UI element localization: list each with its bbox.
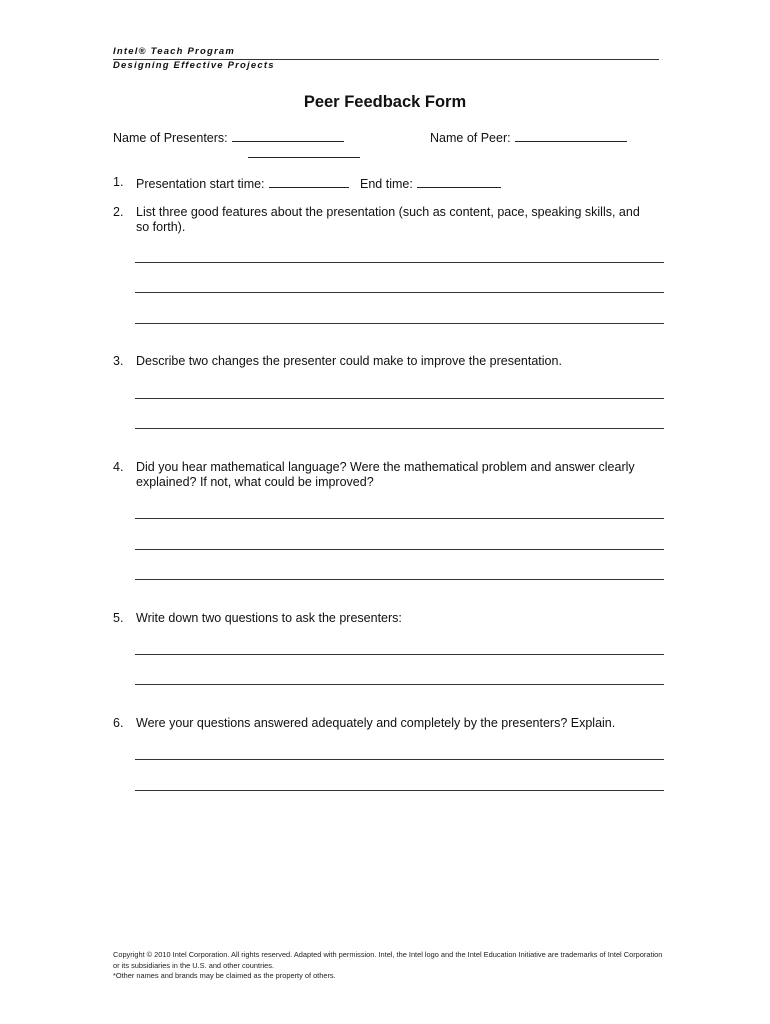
q2-line1: List three good features about the presentation (such as content, pace, speaking skills, and	[136, 205, 640, 219]
presenters-field[interactable]	[232, 129, 344, 142]
presenters-label: Name of Presenters:	[113, 131, 228, 145]
q5-answer-line-1[interactable]	[135, 654, 664, 655]
program-name: Intel® Teach Program	[113, 46, 235, 57]
q6-number: 6.	[113, 716, 124, 730]
page-header	[113, 46, 659, 60]
q2-answer-line-2[interactable]	[135, 292, 664, 293]
q6-answer-line-2[interactable]	[135, 790, 664, 791]
q6-text: Were your questions answered adequately and completely by the presenters? Explain.	[136, 716, 616, 730]
q1-row	[136, 175, 501, 192]
q1-start-label: Presentation start time:	[136, 177, 265, 191]
course-name: Designing Effective Projects	[113, 60, 275, 71]
q2-answer-line-3[interactable]	[135, 323, 664, 324]
footer-line-1: Copyright © 2010 Intel Corporation. All rights reserved. Adapted with permission. Intel, the Intel logo and the Intel Education Initiative are trademarks of Intel Corporation	[113, 950, 663, 959]
q2-number: 2.	[113, 205, 124, 219]
footer-line-3: *Other names and brands may be claimed as the property of others.	[113, 971, 336, 980]
q3-text: Describe two changes the presenter could make to improve the presentation.	[136, 354, 562, 368]
q4-answer-line-1[interactable]	[135, 518, 664, 519]
q4-answer-line-2[interactable]	[135, 549, 664, 550]
q2-text	[136, 205, 656, 235]
q4-answer-line-3[interactable]	[135, 579, 664, 580]
q2-line2: so forth).	[136, 220, 186, 234]
start-time-field[interactable]	[269, 175, 349, 188]
q5-answer-line-2[interactable]	[135, 684, 664, 685]
page-title: Peer Feedback Form	[303, 93, 467, 111]
q4-number: 4.	[113, 460, 124, 474]
end-time-field[interactable]	[417, 175, 501, 188]
q1-number: 1.	[113, 175, 124, 189]
peer-row	[430, 129, 627, 146]
peer-field[interactable]	[515, 129, 627, 142]
q3-answer-line-1[interactable]	[135, 398, 664, 399]
peer-label: Name of Peer:	[430, 131, 511, 145]
q4-line2: explained? If not, what could be improved?	[136, 475, 374, 489]
presenters-row	[113, 129, 344, 146]
q6-answer-line-1[interactable]	[135, 759, 664, 760]
q2-answer-line-1[interactable]	[135, 262, 664, 263]
q4-line1: Did you hear mathematical language? Were the mathematical problem and answer clearly	[136, 460, 635, 474]
q5-text: Write down two questions to ask the presenters:	[136, 611, 402, 625]
q3-answer-line-2[interactable]	[135, 428, 664, 429]
footer-line-2: or its subsidiaries in the U.S. and other countries.	[113, 960, 275, 970]
presenters-row-2	[248, 145, 360, 162]
q1-end-label: End time:	[360, 177, 413, 191]
q5-number: 5.	[113, 611, 124, 625]
q3-number: 3.	[113, 354, 124, 368]
copyright-footer	[113, 950, 673, 982]
q4-text	[136, 460, 656, 490]
presenters-field-2[interactable]	[248, 145, 360, 158]
